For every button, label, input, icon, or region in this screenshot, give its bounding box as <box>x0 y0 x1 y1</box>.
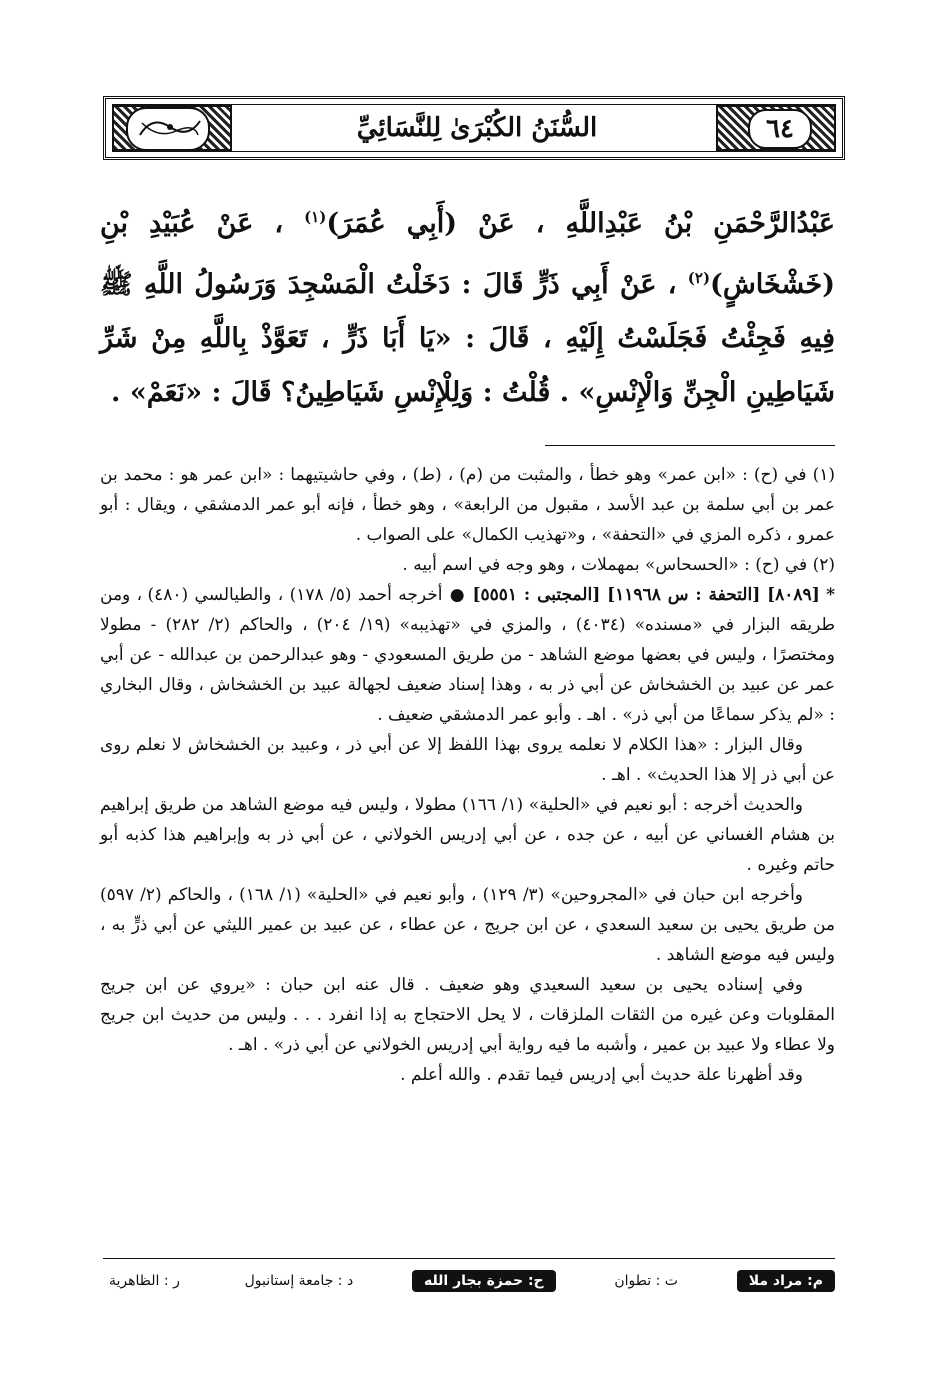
legend-istanbul: د : جامعة إستانبول <box>244 1273 354 1289</box>
footer-separator <box>103 1258 835 1259</box>
commentary-paragraph: وقد أظهرنا علة حديث أبي إدريس فيما تقدم . والله أعلم . <box>400 1065 803 1085</box>
hadith-paragraph: عَبْدُالرَّحْمَنِ بْنُ عَبْدِاللَّهِ ، عَنْ (أَبِي عُمَرَ)$^{(١)}$ ، عَنْ عُبَيْدِ بْنِ (خَشْخَاشٍ)$^{(٢)}$ ، عَنْ أَبِي ذَرٍّ قَالَ : دَخَلْتُ الْمَسْجِدَ وَرَسُولُ اللَّهِ ﷺ فِيهِ فَجِئْتُ فَجَلَسْتُ إِلَيْهِ ، قَالَ : «يَا أَبَا ذَرٍّ ، تَعَوَّذْ بِاللَّهِ مِنْ شَرِّ شَيَاطِينِ الْجِنِّ وَالْإِنْسِ» . قُلْتُ : وَلِلْإِنْسِ شَيَاطِينُ؟ قَالَ : «نَعَمْ» . <box>100 208 836 408</box>
legend-hamza: ح: حمزة بجار الله <box>412 1270 556 1292</box>
commentary-first <box>100 580 835 730</box>
footnotes-section <box>100 460 835 1090</box>
footnote-1: (١) في (ح) : «ابن عمر» وهو خطأ ، والمثبت من (م) ، (ط) ، وفي حاشيتيهما : «ابن عمر هو : محمد بن عمر بن أبي سلمة بن عبد الأسد ، مقبول من الرابعة» ، وهو خطأ ، فإنه أبو عمر الدمشقي ، ويقال : أبو عمرو ، ذكره المزي في «التحفة» ، و«تهذيب الكمال» على الصواب . <box>100 465 835 545</box>
commentary-paragraph: والحديث أخرجه : أبو نعيم في «الحلية» (١/ ١٦٦) مطولا ، وليس فيه موضع الشاهد من طريق إبراهيم بن هشام الغساني عن أبيه ، عن جده ، عن أبي إدريس الخولاني ، عن أبي ذر به وإبراهيم هذا كذبه أبو حاتم وغيره . <box>100 795 835 875</box>
commentary-paragraph: وأخرجه ابن حبان في «المجروحين» (٣/ ١٢٩) ، وأبو نعيم في «الحلية» (١/ ١٦٨) ، والحاكم (٢/ ٥٩٧) من طريق يحيى بن سعيد السعدي ، عن ابن جريج ، عن عطاء ، عن عبيد بن عمير الليثي عن أبي ذرٍّ به ، وليس فيه موضع الشاهد . <box>100 885 835 965</box>
star-marker: * <box>826 585 835 605</box>
footnote-separator <box>545 445 835 446</box>
commentary-paragraph: وفي إسناده يحيى بن سعيد السعيدي وهو ضعيف . قال عنه ابن حبان : «يروي عن ابن جريج المقلوبات وعن غيره من الثقات الملزقات ، لا يحل الاحتجاج به إذا انفرد . . . وليس من حديث ابن جريج ولا عطاء ولا عبيد بن عمير ، وأشبه ما فيه رواية أبي إدريس الخولاني عن أبي ذر» . اهـ . <box>100 975 835 1055</box>
commentary-paragraph: وقال البزار : «هذا الكلام لا نعلمه يروى بهذا اللفظ إلا عن أبي ذر ، وعبيد بن الخشخاش لا نعلم روى عن أبي ذر إلا هذا الحديث» . اهـ . <box>100 735 835 785</box>
book-logo <box>126 107 210 151</box>
commentary-first-text: أخرجه أحمد (٥/ ١٧٨) ، والطيالسي (٤٨٠) ، ومن طريقه البزار في «مسنده» (٤٠٣٤) ، والمزي في «تهذيبه» (١٩/ ٢٠٤) ، والحاكم (٢/ ٢٨٢) - مطولا ومختصرًا ، وليس في بعضها موضع الشاهد - من طريق المسعودي - وهو عبدالرحمن بن عبدالله - عن أبي عمر عن عبيد بن الخشخاش عن أبي ذر به ، وهذا إسناد ضعيف لجهالة عبيد بن الخشخاش ، وقال البخاري : «لم يذكر سماعًا من أبي ذر» . اهـ . وأبو عمر الدمشقي ضعيف . <box>100 585 835 725</box>
header-frame <box>103 96 845 160</box>
commentary-heading: [٨٠٨٩] [التحفة : س ١١٩٦٨] [المجتبى : ٥٥٥١] ● <box>448 585 820 605</box>
book-title: السُّنَنُ الكُبْرَىٰ لِلنَّسَائِيِّ <box>356 113 598 143</box>
legend-murad-molla: م: مراد ملا <box>737 1270 835 1292</box>
footnote-2: (٢) في (ح) : «الحسحاس» بمهملات ، وهو وجه في اسم أبيه . <box>402 555 835 575</box>
page-number: ٦٤ <box>748 109 812 149</box>
legend-tetouan: ت : تطوان <box>614 1273 678 1289</box>
legend-zahiriyya: ر : الظاهرية <box>109 1273 180 1289</box>
hadith-text <box>100 190 835 420</box>
calligraphy-logo-icon <box>132 109 208 145</box>
manuscript-legend <box>103 1268 835 1294</box>
